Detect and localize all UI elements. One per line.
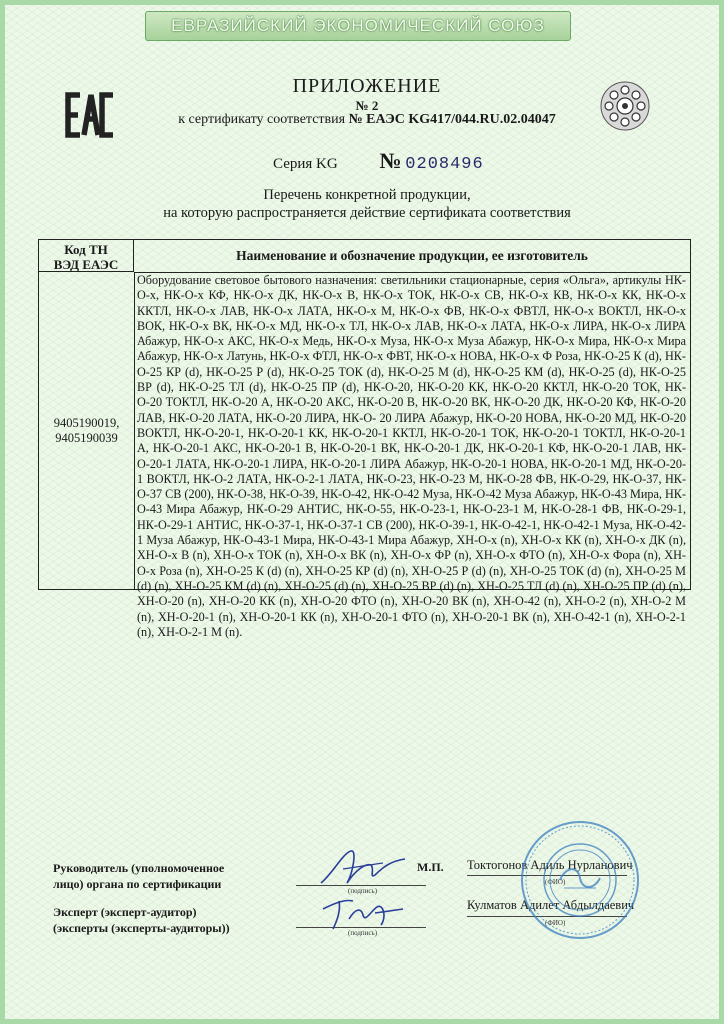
certificate-reference [5,112,724,128]
product-description: Оборудование световое бытового назначения: светильники стационарные, серия «Ольга», артикулы НК-О-х, НК-О-х КФ, НК-О-х ДК, НК-О-х В, НК-О-х ТОК, НК-О-х СВ, НК-О-х КВ, НК-О-х КК, НК-О-х ККТЛ, НК-О-х ЛАВ, НК-О-х ЛАТА, НК-О-х М, НК-О-х ФВ, НК-О-х ФВТЛ, НК-О-х ВОКТЛ, НК-О-х ВОК, НК-О-х ВК, НК-О-х МД, НК-О-х ТЛ, НК-О-х ЛАВ, НК-О-х ЛАТА, НК-О-х ЛИРА, НК-О-х ЛИРА Абажур, НК-О-х АКС, НК-О-х Медь, НК-О-х Муза, НК-О-х Муза Абажур, НК-О-х Мира, НК-О-х Мира Абажур, НК-О-х Латунь, НК-О-х ФТЛ, НК-О-х ФВТ, НК-О-х НОВА, НК-О-х Ф Роза, НК-О-25 К (d), НК-О-25 КР (d), НК-О-25 Р (d), НК-О-25 ТОК (d), НК-О-25 М (d), НК-О-25 КМ (d), НК-О-25 (d), НК-О-25 ВР (d), НК-О-25 ТЛ (d), НК-О-25 ПР (d), НК-О-20, НК-О-20 КК, НК-О-20 ККТЛ, НК-О-20 ТОК, НК-О-20 ТОКТЛ, НК-О-20 А, НК-О-20 АКС, НК-О-20 В, НК-О-20 ВК, НК-О-20 ДК, НК-О-20 КФ, НК-О-20 ЛАВ, НК-О-20 ЛАТА, НК-О-20 ЛИРА, НК-О- 20 ЛИРА Абажур, НК-О-20 НОВА, НК-О-20 МД, НК-О-20 ВОКТЛ, НК-О-20-1, НК-О-20-1 КК, НК-О-20-1 ККТЛ, НК-О-20-1 ТОК, НК-О-20-1 ТОКТЛ, НК-О-20-1 А, НК-О-20-1 АКС, НК-О-20-1 В, НК-О-20-1 ВК, НК-О-20-1 ДК, НК-О-20-1 КФ, НК-О-20-1 ЛАВ, НК-О-20-1 ЛАТА, НК-О-20-1 ЛИРА, НК-О-20-1 ЛИРА Абажур, НК-О-20-1 НОВА, НК-О-20-1 МД, НК-О-20-1 ВОКТЛ, НК-О-2 ЛАТА, НК-О-2-1 ЛАТА, НК-О-23, НК-О-23 М, НК-О-28 ФВ, НК-О-29, НК-О-37, НК-О-37 СВ (200), НК-О-38, НК-О-39, НК-О-42, НК-О-42 Муза, НК-О-42 Муза Абажур, НК-О-43 Мира, НК-О-43 Мира Абажур, НК-О-29 АНТИС, НК-О-55, НК-О-23-1, НК-О-23-1 М, НК-О-28-1 ФВ, НК-О-29-1, НК-О-29-1 АНТИС, НК-О-37-1, НК-О-37-1 СВ (200), НК-О-39-1, НК-О-42-1, НК-О-42-1 Муза, НК-О-42-1 Муза Абажур, НК-О-43-1 Мира, НК-О-43-1 Мира Абажур, ХН-О-х (n), ХН-О-х КК (n), ХН-О-х ДК (n), ХН-О-х В (n), ХН-О-х ТОК (n), ХН-О-х ВК (n), ХН-О-х ФР (n), ХН-О-х ФТО (n), ХН-О-х Фора (n), ХН-О-х Роза (n), ХН-О-25 К (d) (n), ХН-О-25 КР (d) (n), ХН-О-25 Р (d) (n), ХН-О-25 ТОК (d) (n), ХН-О-25 М (d) (n), ХН-О-25 КМ (d) (n), ХН-О-25 (d) (n), ХН-О-25 ВР (d) (n), ХН-О-25 ТЛ (d) (n), ХН-О-25 ПР (d) (n), ХН-О-20 (n), ХН-О-20 КК (n), ХН-О-20 ФТО (n), ХН-О-20 ВК (n), ХН-О-42 (n), ХН-О-2 (n), ХН-О-2 М (n), ХН-О-20-1 (n), ХН-О-20-1 КК (n), ХН-О-20-1 ФТО (n), ХН-О-20-1 ВК (n), ХН-О-42-1 (n), ХН-О-2-1 (n), ХН-О-2-1 М (n). [137,273,686,639]
head-signature-caption: (подпись) [348,887,378,895]
expert-label-line1: Эксперт (эксперт-аудитор) [53,905,197,919]
head-full-name: Токтогонов Адиль Нурланович [467,858,633,872]
series-row [273,148,484,174]
products-table [38,239,691,639]
head-name-caption: (ФИО) [545,878,566,886]
series-label: Серия KG [273,156,338,172]
form-number: 0208496 [405,155,484,174]
certification-stamp-icon [518,818,642,942]
expert-signature-caption: (подпись) [348,929,378,937]
hs-codes-cell [39,272,135,589]
list-caption-line2: на которую распространяется действие сертификата соответствия [163,205,571,221]
hs-code-2: 9405190039 [55,430,118,445]
expert-label-line2: (эксперты (эксперты-аудиторы)) [53,921,230,935]
seal-place-label: М.П. [417,860,444,874]
hs-code-1: 9405190019, [53,415,120,430]
head-of-body-label [53,860,224,892]
header-hs-code-line2: ВЭД ЕАЭС [53,257,119,272]
list-caption-line1: Перечень конкретной продукции, [263,187,471,203]
expert-full-name: Кулматов Адилет Абдылдаевич [467,898,635,912]
expert-label [53,904,230,936]
head-signature-icon [313,843,413,891]
eaeu-banner: ЕВРАЗИЙСКИЙ ЭКОНОМИЧЕСКИЙ СОЮЗ [145,11,571,41]
document-title: ПРИЛОЖЕНИЕ [292,75,442,97]
expert-signature-icon [313,889,413,933]
certificate-reference-prefix: к сертификату соответствия [178,112,349,127]
expert-name-caption: (ФИО) [545,919,566,927]
list-caption [5,186,724,222]
appendix-number: № 2 [355,98,379,113]
head-label-line1: Руководитель (уполномоченное [53,861,225,875]
number-sign: № [379,148,402,173]
head-label-line2: лицо) органа по сертификации [53,877,222,891]
header-product-name: Наименование и обозначение продукции, ее изготовитель [134,240,690,273]
certificate-number: № ЕАЭС KG417/044.RU.02.04047 [348,112,556,127]
header-hs-code-line1: Код ТН [64,242,108,257]
header-hs-code [39,240,134,272]
